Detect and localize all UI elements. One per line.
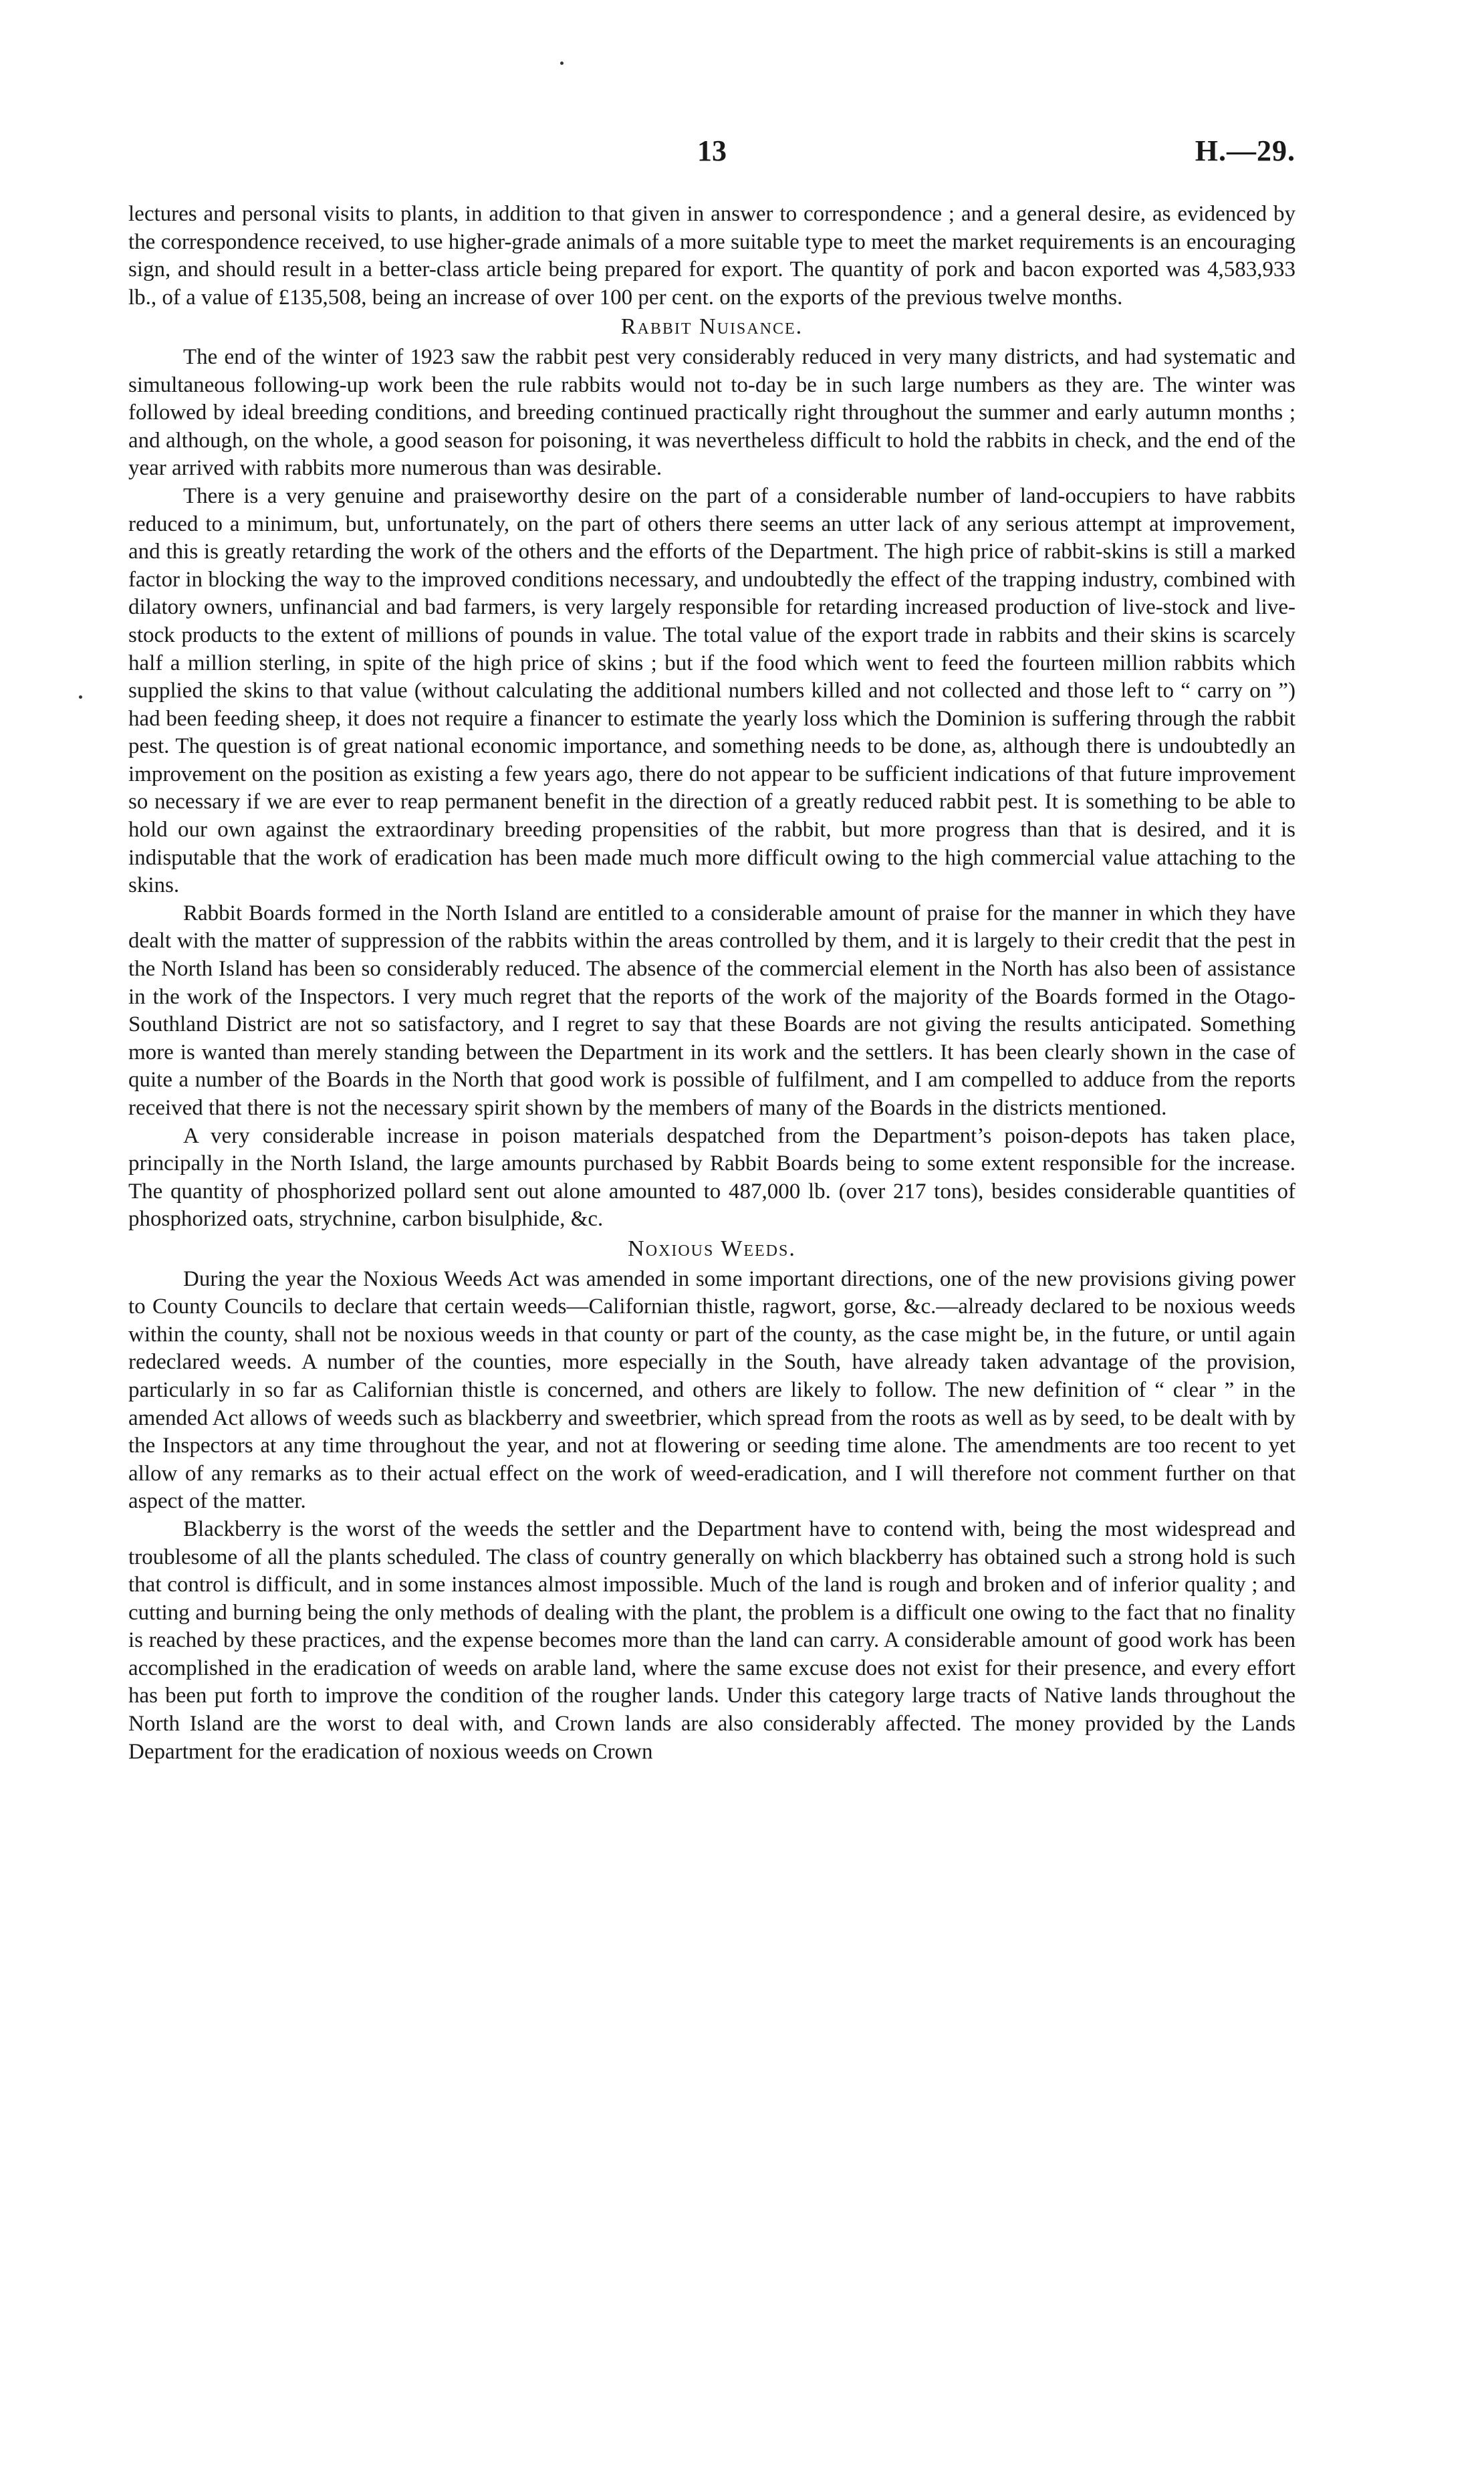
weeds-paragraph: Blackberry is the worst of the weeds the settler and the Department have to contend with, being the most widespread and troublesome of all the plants scheduled. The class of country generally on which blackberry has obtained such a strong hold is such that control is difficult, and in some instances almost impossible. Much of the land is rough and broken and of inferior quality ; and cutting and burning being the only methods of dealing with the plant, the problem is a difficult one owing to the fact that no finality is reached by these practices, and the expense becomes more than the land can carry. A considerable amount of good work has been accomplished in the eradication of weeds on arable land, where the same excuse does not exist for their presence, and every effort has been put forth to improve the condition of the rougher lands. Under this category large tracts of Native lands throughout the North Island are the worst to deal with, and Crown lands are also considerably affected. The money provided by the Lands Department for the eradication of noxious weeds on Crown [128, 1516, 1295, 1764]
rabbit-paragraph: There is a very genuine and praiseworthy desire on the part of a considerable number of land-occupiers to have rabbits reduced to a minimum, but, unfortunately, on the part of others there seems an utter lack of any serious attempt at improvement, and this is greatly retarding the work of the others and the efforts of the Department. The high price of rabbit-skins is still a marked factor in blocking the way to the improved conditions necessary, and undoubtedly the effect of the trapping industry, combined with dilatory owners, unfinancial and bad farmers, is very largely responsible for retarding increased production of live-stock and live-stock products to the extent of millions of pounds in value. The total value of the export trade in rabbits and their skins is scarcely half a million sterling, in spite of the high price of skins ; but if the food which went to feed the fourteen million rabbits which supplied the skins to that value (without calculating the additional numbers killed and not collected and those left to “ carry on ”) had been feeding sheep, it does not require a financer to estimate the yearly loss which the Dominion is suffering through the rabbit pest. The question is of great national economic importance, and something needs to be done, as, although there is undoubtedly an improvement on the position as existing a few years ago, there do not appear to be sufficient indications of that future improvement so necessary if we are ever to reap permanent benefit in the direction of a greatly reduced rabbit pest. It is something to be able to hold our own against the extraordinary breeding propensities of the rabbit, but more progress than that is desired, and it is indisputable that the work of eradication has been made much more difficult owing to the high commercial value attaching to the skins. [128, 483, 1295, 898]
rabbit-paragraph: The end of the winter of 1923 saw the rabbit pest very considerably reduced in very many districts, and had systematic and simultaneous following-up work been the rule rabbits would not to-day be in such large numbers as they are. The winter was followed by ideal breeding conditions, and breeding continued practically right throughout the summer and early autumn months ; and although, on the whole, a good season for poisoning, it was nevertheless difficult to hold the rabbits in check, and the end of the year arrived with rabbits more numerous than was desirable. [128, 344, 1295, 481]
section-heading-noxious-weeds: Noxious Weeds. [628, 1236, 796, 1261]
document-code: H.—29. [1195, 134, 1295, 167]
body-text [128, 201, 1295, 1766]
weeds-paragraph: During the year the Noxious Weeds Act was amended in some important directions, one of the new provisions giving power to County Councils to declare that certain weeds—Californian thistle, ragwort, gorse, &c.—already declared to be noxious weeds within the county, shall not be noxious weeds in that county or part of the county, as the case might be, in the future, or until again redeclared weeds. A number of the counties, more especially in the South, have already taken advantage of the provision, particularly in so far as Californian thistle is concerned, and others are likely to follow. The new definition of “ clear ” in the amended Act allows of weeds such as blackberry and sweetbrier, which spread from the roots as well as by seed, to be dealt with by the Inspectors at any time throughout the year, and not at flowering or seeding time alone. The amendments are too recent to yet allow of any remarks as to their actual effect on the work of weed-eradication, and I will therefore not comment further on that aspect of the matter. [128, 1266, 1295, 1514]
stray-mark [560, 62, 564, 65]
stray-mark [79, 695, 82, 699]
rabbit-paragraph: A very considerable increase in poison materials despatched from the Department’s poison-depots has taken place, principally in the North Island, the large amounts purchased by Rabbit Boards being to some extent responsible for the increase. The quantity of phosphorized pollard sent out alone amounted to 487,000 lb. (over 217 tons), besides considerable quantities of phosphorized oats, strychnine, carbon bisulphide, &c. [128, 1123, 1295, 1232]
section-heading-rabbit-nuisance: Rabbit Nuisance. [620, 314, 803, 340]
intro-paragraph: lectures and personal visits to plants, in addition to that given in answer to correspondence ; and a general desire, as evidenced by the correspondence received, to use higher-grade animals of a more suitable type to meet the market requirements is an encouraging sign, and should result in a better-class article being prepared for export. The quantity of pork and bacon exported was 4,583,933 lb., of a value of £135,508, being an increase of over 100 per cent. on the exports of the previous twelve months. [128, 202, 1295, 310]
page-header [128, 134, 1295, 174]
page-number: 13 [697, 134, 727, 167]
rabbit-paragraph: Rabbit Boards formed in the North Island are entitled to a considerable amount of praise for the manner in which they have dealt with the matter of suppression of the rabbits within the areas controlled by them, and it is largely to their credit that the pest in the North Island has been so considerably reduced. The absence of the commercial element in the North has also been of assistance in the work of the Inspectors. I very much regret that the reports of the work of the majority of the Boards formed in the Otago-Southland District are not so satisfactory, and I regret to say that these Boards are not giving the results anticipated. Something more is wanted than merely standing between the Department in its work and the settlers. It has been clearly shown in the case of quite a number of the Boards in the North that good work is possible of fulfilment, and I am compelled to adduce from the reports received that there is not the necessary spirit shown by the members of many of the Boards in the districts mentioned. [128, 901, 1295, 1120]
